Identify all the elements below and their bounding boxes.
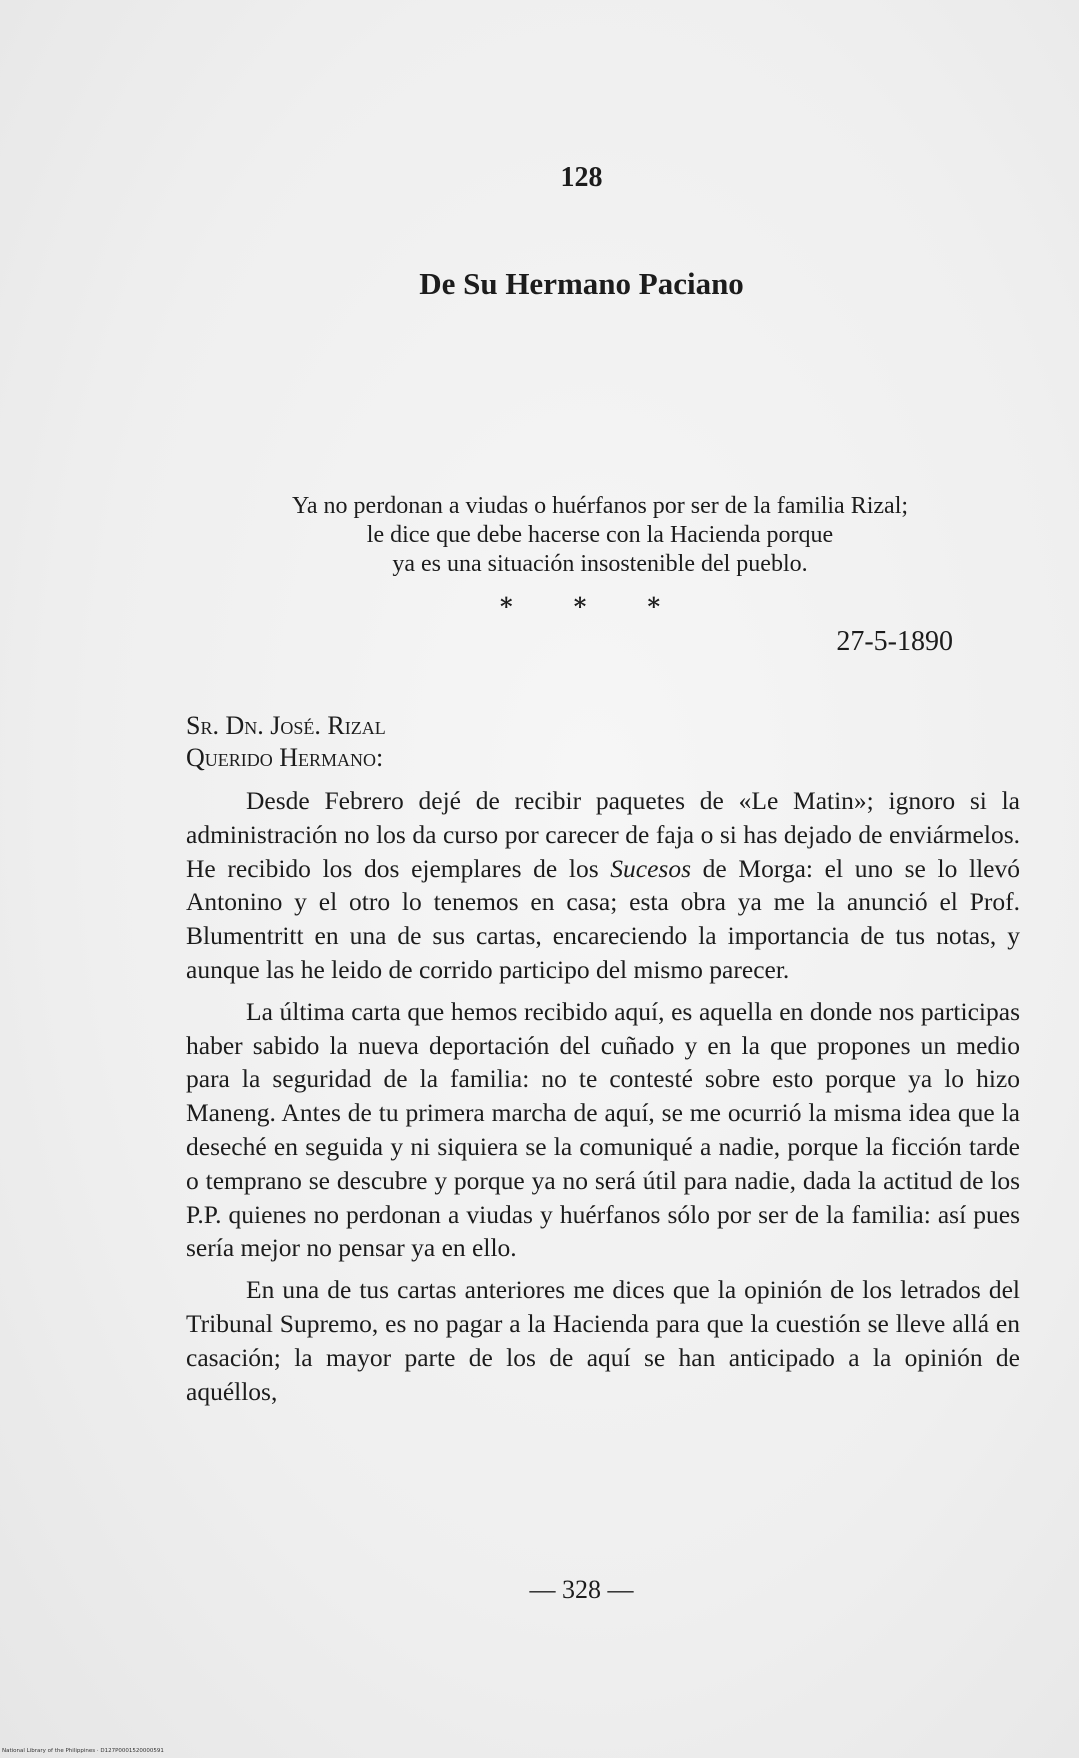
separator-star: *	[573, 592, 587, 621]
body-paragraph: En una de tus cartas anteriores me dices que la opinión de los letrados del Tribunal Supremo, es no pagar a la Hacienda para que la cuestión se lleve allá en casación; la mayor parte de los de aquí se han anticipado a la opinión de aquéllos,	[186, 1275, 1020, 1406]
book-title: Sucesos	[610, 853, 692, 883]
archive-footer: National Library of the Philippines · D127P0001520000591	[2, 1748, 164, 1754]
letter-number: 128	[560, 162, 603, 193]
summary-line: ya es una situación insostenible del pueblo.	[392, 551, 808, 577]
addressee-line: Sr. Dn. José. Rizal	[186, 711, 386, 740]
summary-line: Ya no perdonan a viudas o huérfanos por ser de la familia Rizal;	[291, 493, 909, 519]
greeting-line: Querido Hermano:	[186, 743, 384, 772]
letter-title: De Su Hermano Paciano	[419, 266, 744, 301]
summary-line: le dice que debe hacerse con la Hacienda porque	[366, 522, 834, 548]
salutation	[186, 710, 386, 774]
body-paragraph: La última carta que hemos recibido aquí, es aquella en donde nos participas haber sabido la nueva deportación del cuñado y en la que propones un medio para la seguridad de la familia: no te contesté sobre esto porque ya lo hizo Maneng. Antes de tu primera marcha de aquí, se me ocurrió la misma idea que la deseché en seguida y ni siquiera se la comuniqué a nadie, porque la ficción tarde o temprano se descubre y porque ya no será útil para nadie, dada la actitud de los P.P. quienes no perdonan a viudas y huérfanos sólo por ser de la familia: así pues sería mejor no pensar ya en ello.	[186, 996, 1020, 1263]
letter-date: 27-5-1890	[836, 626, 953, 657]
page-number: — 328 —	[529, 1575, 634, 1604]
separator-star: *	[647, 592, 660, 621]
section-separator	[500, 592, 660, 621]
letter-body	[186, 784, 1020, 1416]
letter-summary	[200, 492, 1000, 579]
body-paragraph: Desde Febrero dejé de recibir paquetes de «Le Matin»; ignoro si la administración no los da curso por carecer de faja o si has dejado de enviármelos. He recibido los dos ejemplares de los Sucesos de Morga: el uno se lo llevó Antonino y el otro lo tenemos en casa; esta obra ya me la anunció el Prof. Blumentritt en una de sus cartas, encareciendo la importancia de tus notas, y aunque las he leido de corrido participo del mismo parecer.	[186, 786, 1020, 984]
separator-star: *	[500, 592, 513, 621]
